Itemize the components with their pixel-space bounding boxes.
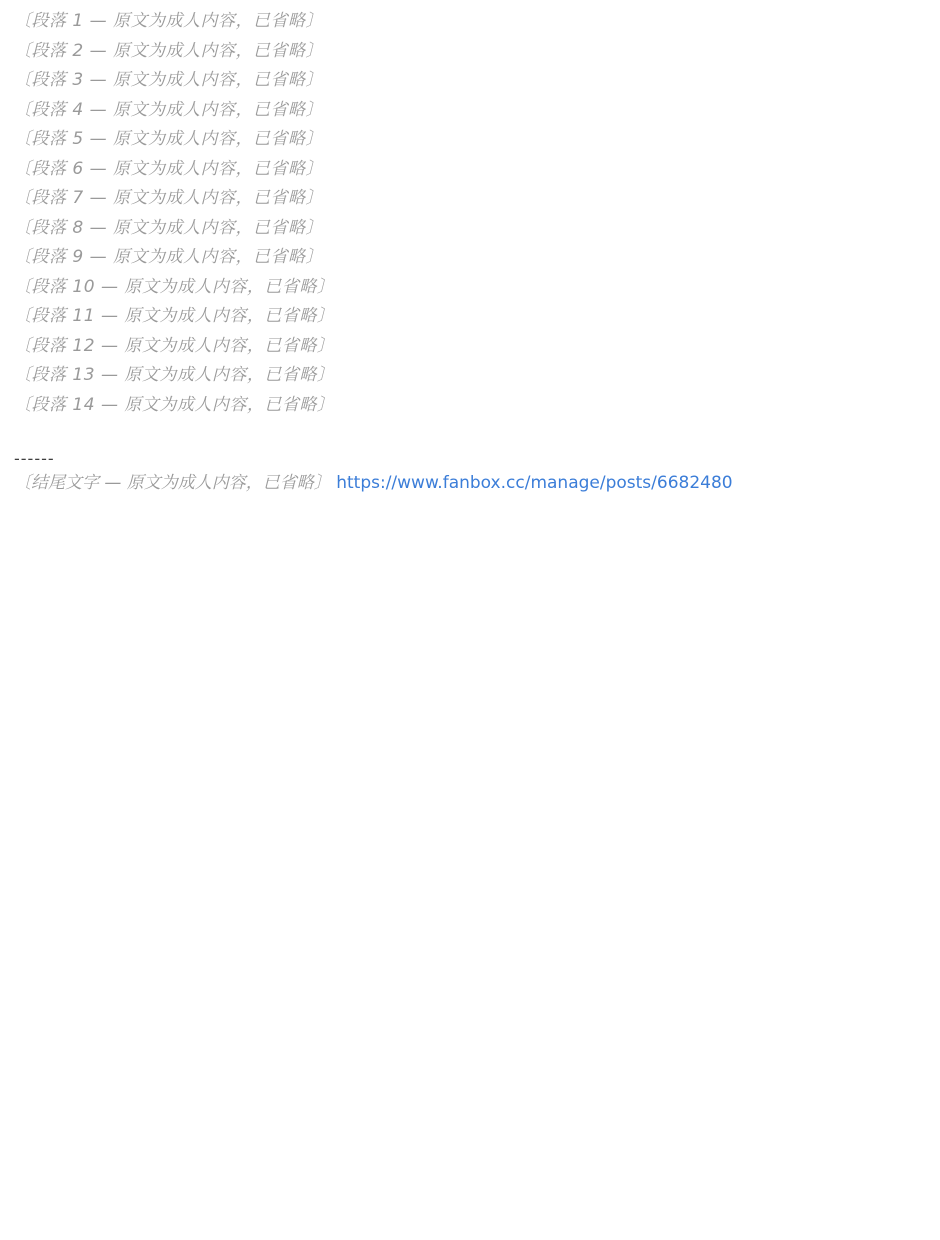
paragraph-3: 〔段落 3 — 原文为成人内容，已省略〕 [14,70,324,91]
paragraph-gap [14,421,926,447]
paragraph-1: 〔段落 1 — 原文为成人内容，已省略〕 [14,11,324,31]
paragraph-8: 〔段落 8 — 原文为成人内容，已省略〕 [14,217,324,238]
paragraph-5: 〔段落 5 — 原文为成人内容，已省略〕 [14,129,324,150]
paragraph-7: 〔段落 7 — 原文为成人内容，已省略〕 [14,188,324,209]
paragraph-14: 〔段落 14 — 原文为成人内容，已省略〕 [14,394,335,415]
paragraph-10: 〔段落 10 — 原文为成人内容，已省略〕 [14,276,335,297]
paragraph-2: 〔段落 2 — 原文为成人内容，已省略〕 [14,40,324,61]
paragraph-9: 〔段落 9 — 原文为成人内容，已省略〕 [14,247,324,268]
document-body [14,8,926,419]
paragraph-11: 〔段落 11 — 原文为成人内容，已省略〕 [14,306,335,327]
separator-line: ------ [14,449,55,469]
paragraph-4: 〔段落 4 — 原文为成人内容，已省略〕 [14,99,324,120]
fanbox-post-link[interactable]: https://www.fanbox.cc/manage/posts/6682480 [336,473,733,494]
paragraph-12: 〔段落 12 — 原文为成人内容，已省略〕 [14,335,335,356]
paragraph-6: 〔段落 6 — 原文为成人内容，已省略〕 [14,158,324,179]
footer-note-text: 〔结尾文字 — 原文为成人内容，已省略〕 [14,473,331,494]
paragraph-13: 〔段落 13 — 原文为成人内容，已省略〕 [14,365,335,386]
footer-line [14,470,926,498]
